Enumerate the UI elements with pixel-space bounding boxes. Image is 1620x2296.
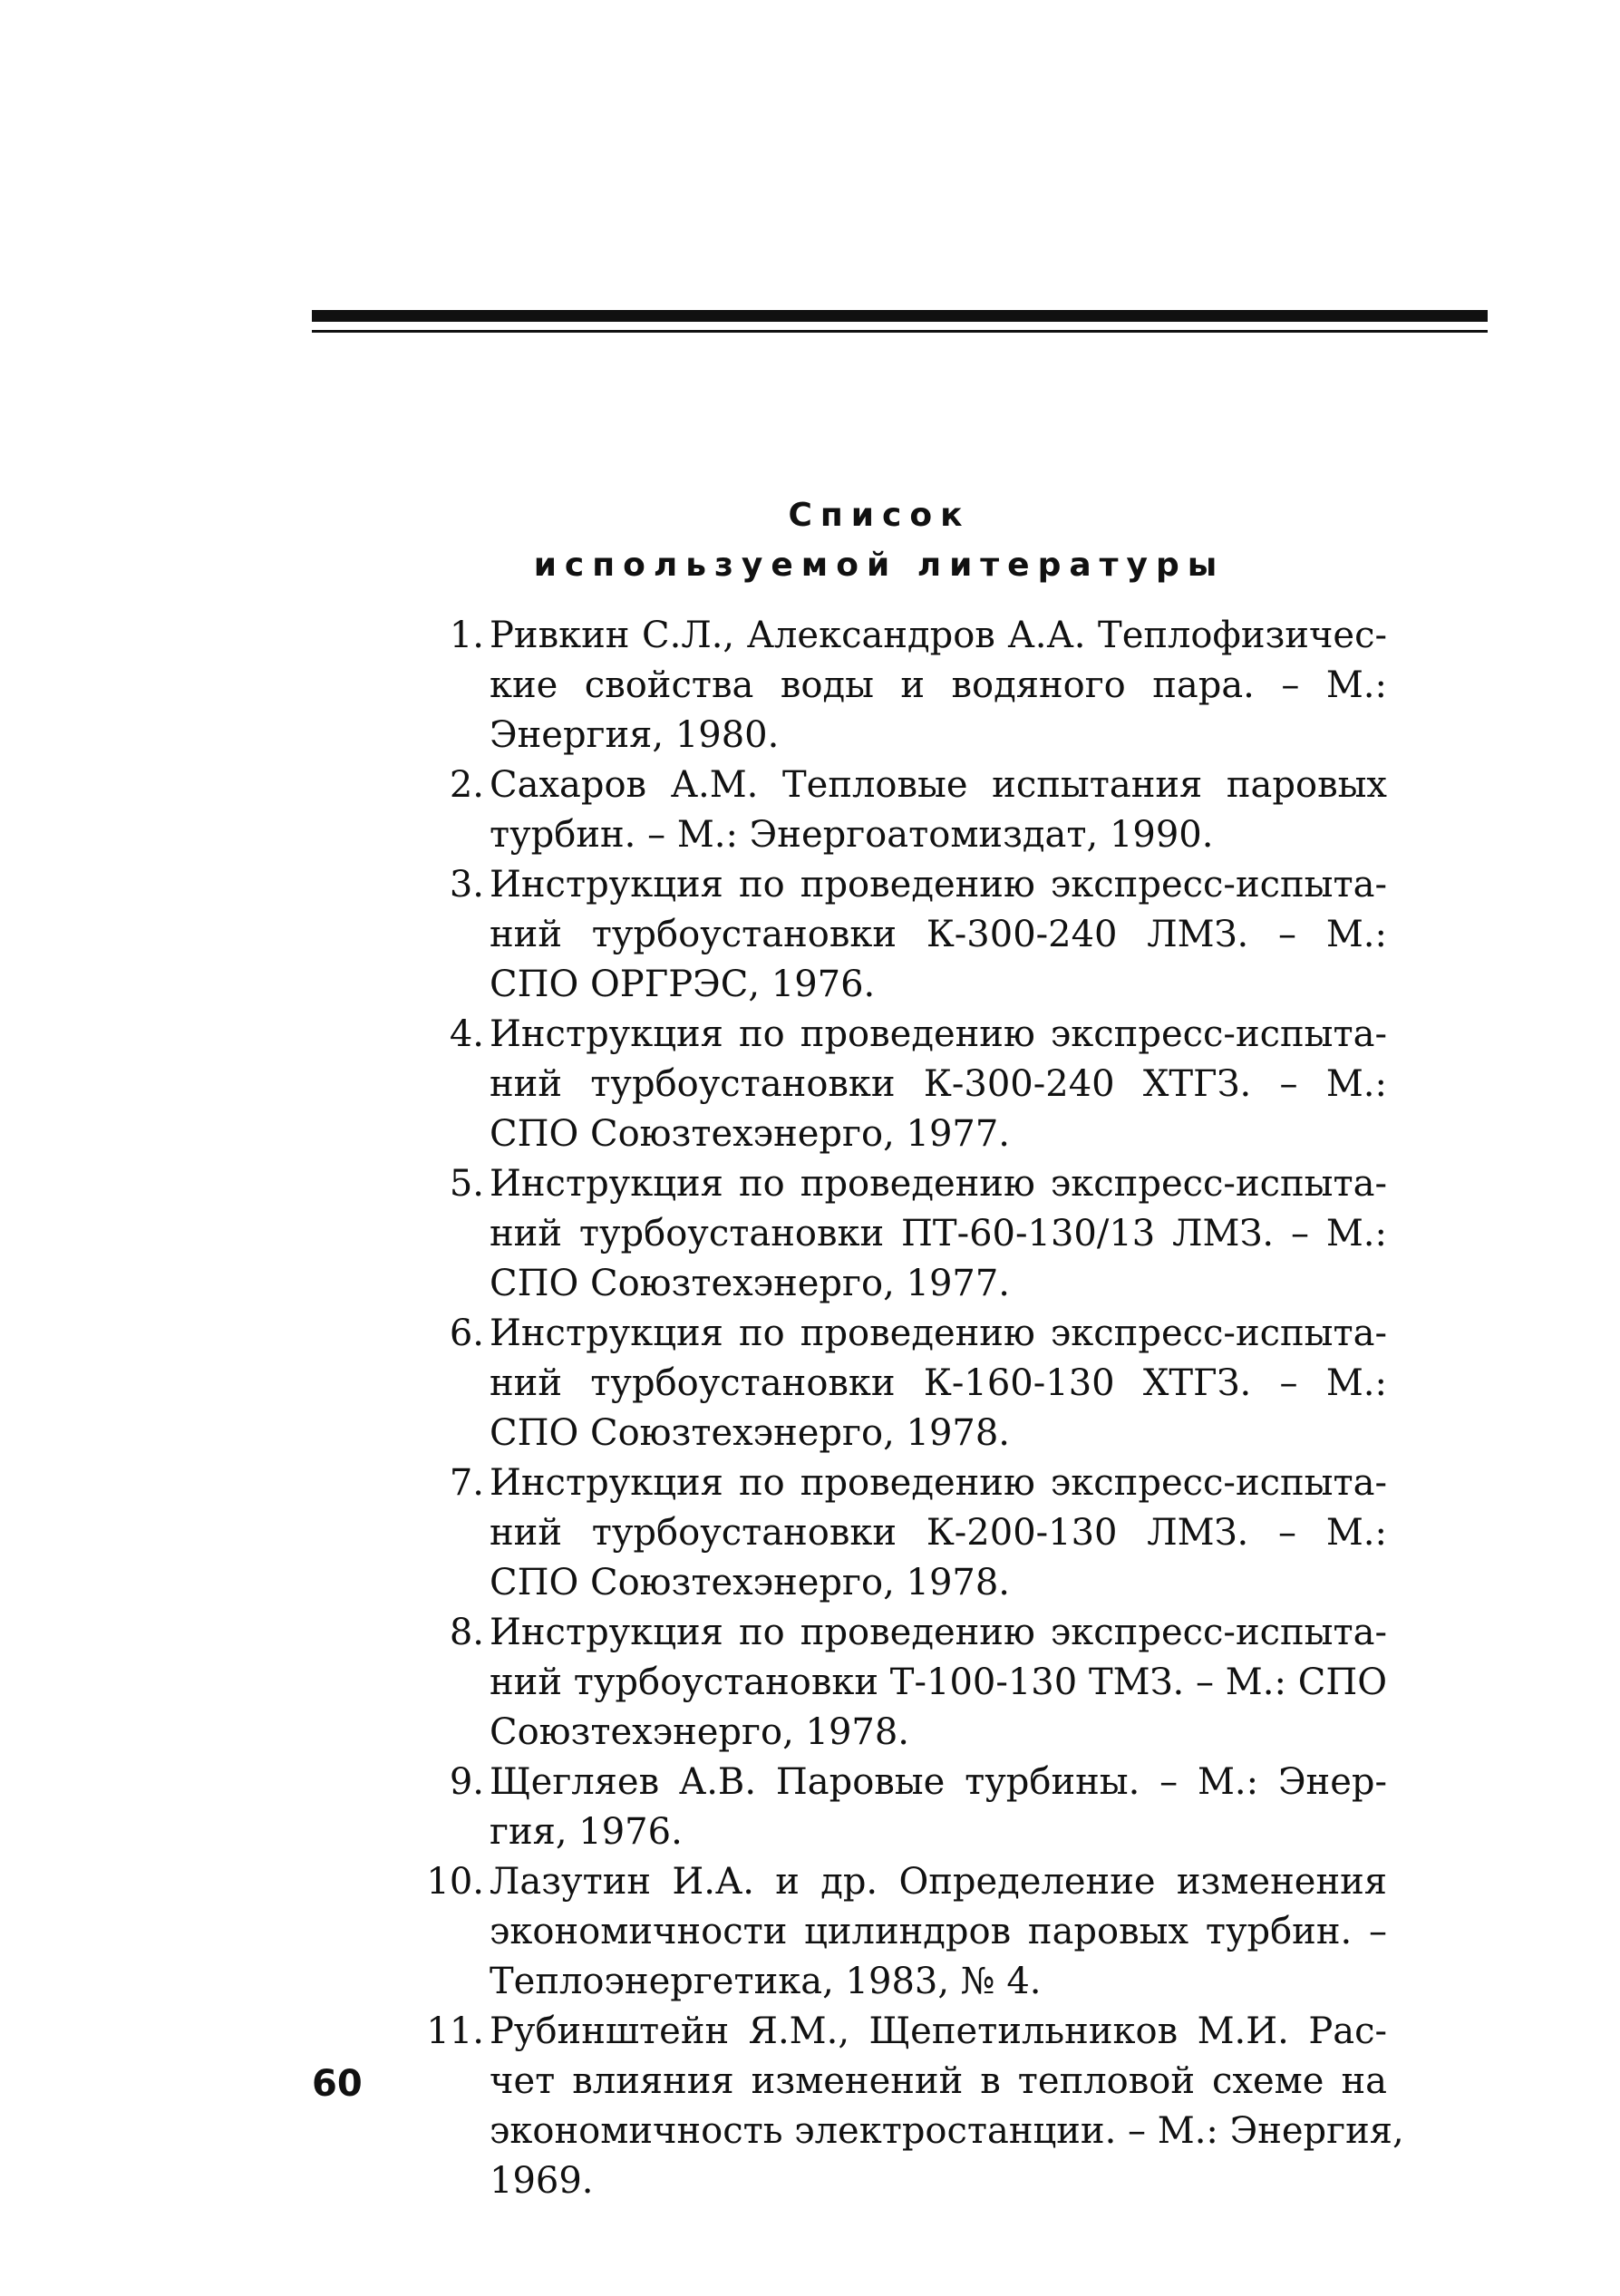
reference-line: ний турбоустановки К-300-240 ЛМЗ. – М.: (490, 914, 1387, 955)
reference-number: 1. (449, 615, 484, 656)
reference-line: ний турбоустановки ПТ-60-130/13 ЛМЗ. – М.: (490, 1213, 1387, 1255)
reference-text (490, 1010, 1387, 1159)
reference-text (490, 760, 1387, 860)
section-heading-line-1: Список (788, 497, 971, 534)
reference-text (490, 2007, 1404, 2206)
reference-line: СПО ОРГРЭС, 1976. (490, 964, 876, 1005)
reference-item (417, 1857, 1387, 2007)
header-rule-thin (312, 330, 1488, 333)
reference-line: Инструкция по проведению экспресс-испыта- (490, 1462, 1387, 1504)
reference-text (490, 1857, 1387, 2007)
reference-line: Ривкин С.Л., Александров А.А. Теплофизичес- (490, 615, 1387, 656)
reference-text (490, 860, 1387, 1010)
section-heading-line-2: используемой литературы (533, 547, 1226, 584)
reference-text (490, 1458, 1387, 1608)
reference-item (417, 1608, 1387, 1758)
reference-item (417, 760, 1387, 860)
reference-item (417, 860, 1387, 1010)
reference-line: экономичности цилиндров паровых турбин. – (490, 1911, 1387, 1952)
page-number: 60 (312, 2063, 363, 2105)
reference-number: 5. (449, 1163, 484, 1205)
reference-item (417, 1309, 1387, 1458)
reference-item (417, 1758, 1387, 1857)
reference-text (490, 1309, 1387, 1458)
reference-text (490, 611, 1387, 760)
reference-line: СПО Союзтехэнерго, 1977. (490, 1263, 1011, 1304)
reference-line: СПО Союзтехэнерго, 1978. (490, 1412, 1011, 1454)
reference-line: кие свойства воды и водяного пара. – М.: (490, 664, 1387, 706)
reference-number: 2. (449, 764, 484, 806)
reference-line: Инструкция по проведению экспресс-испыта- (490, 1163, 1387, 1205)
reference-line: Лазутин И.А. и др. Определение изменения (490, 1861, 1387, 1903)
reference-number: 6. (449, 1313, 484, 1354)
reference-line: Энергия, 1980. (490, 714, 780, 756)
reference-item (417, 611, 1387, 760)
reference-line: 1969. (490, 2160, 594, 2202)
reference-line: Инструкция по проведению экспресс-испыта- (490, 1013, 1387, 1055)
reference-line: Инструкция по проведению экспресс-испыта- (490, 864, 1387, 906)
reference-text (490, 1159, 1387, 1309)
reference-number: 7. (449, 1462, 484, 1504)
reference-line: ний турбоустановки К-300-240 ХТГЗ. – М.: (490, 1063, 1387, 1105)
reference-item (417, 1010, 1387, 1159)
reference-item (417, 2007, 1404, 2206)
reference-item (417, 1159, 1387, 1309)
reference-number: 4. (449, 1013, 484, 1055)
reference-line: СПО Союзтехэнерго, 1978. (490, 1562, 1011, 1603)
reference-line: Сахаров А.М. Тепловые испытания паровых (490, 764, 1387, 806)
reference-number: 3. (449, 864, 484, 906)
reference-number: 10. (426, 1861, 484, 1903)
reference-line: турбин. – М.: Энергоатомиздат, 1990. (490, 814, 1214, 856)
reference-number: 11. (426, 2010, 484, 2052)
reference-text (490, 1758, 1387, 1857)
reference-line: гия, 1976. (490, 1811, 683, 1853)
header-rule-thick (312, 310, 1488, 322)
reference-line: ний турбоустановки К-160-130 ХТГЗ. – М.: (490, 1362, 1387, 1404)
reference-line: Щегляев А.В. Паровые турбины. – М.: Энер- (490, 1761, 1387, 1803)
reference-line: Рубинштейн Я.М., Щепетильников М.И. Рас- (490, 2010, 1387, 2052)
reference-list (417, 611, 1404, 2206)
reference-number: 8. (449, 1612, 484, 1653)
reference-line: Теплоэнергетика, 1983, № 4. (490, 1961, 1042, 2002)
reference-line: Инструкция по проведению экспресс-испыта- (490, 1612, 1387, 1653)
reference-number: 9. (449, 1761, 484, 1803)
reference-item (417, 1458, 1387, 1608)
reference-line: чет влияния изменений в тепловой схеме на (490, 2060, 1387, 2102)
reference-line: СПО Союзтехэнерго, 1977. (490, 1113, 1011, 1155)
reference-line: Инструкция по проведению экспресс-испыта- (490, 1313, 1387, 1354)
reference-line: ний турбоустановки К-200-130 ЛМЗ. – М.: (490, 1512, 1387, 1554)
reference-line: экономичность электростанции. – М.: Энергия, (490, 2110, 1404, 2152)
reference-line: ний турбоустановки Т-100-130 ТМЗ. – М.: СПО (490, 1661, 1387, 1703)
reference-text (490, 1608, 1387, 1758)
reference-line: Союзтехэнерго, 1978. (490, 1711, 910, 1753)
